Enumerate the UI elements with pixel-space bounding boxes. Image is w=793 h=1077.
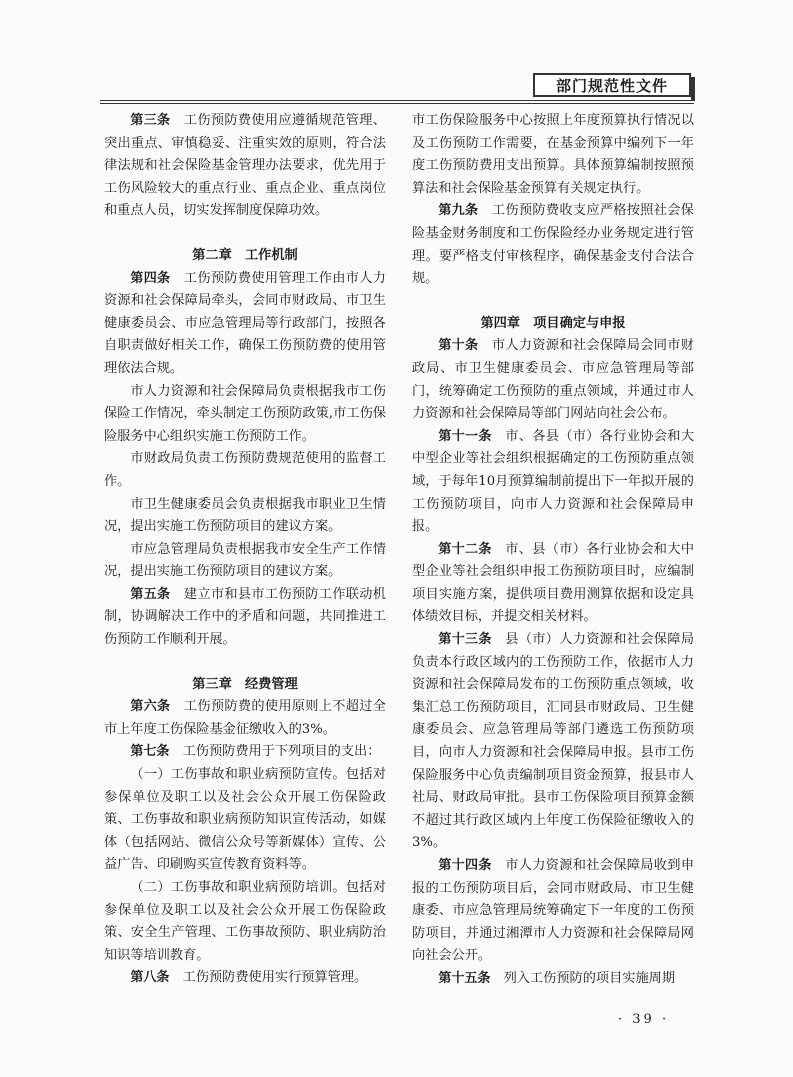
article-lead: 第九条 <box>438 203 479 219</box>
article-lead: 第十五条 <box>438 970 491 986</box>
article-text: 市人力资源和社会保障局会同市财政局、市卫生健康委员会、市应急管理局等部门，统筹确定工伤预防的重点领域，并通过市人力资源和社会保障局等部门网站向社会公布。 <box>412 338 694 422</box>
paragraph <box>412 855 694 968</box>
paragraph: （二）工伤事故和职业病预防培训。包括对参保单位及职工以及社会公众开展工伤保险政策、安全生产管理、工伤事故预防、职业病防治知识等培训教育。 <box>104 880 386 963</box>
article-text: 市、县（市）各行业协会和大中型企业等社会组织申报工伤预防项目时，应编制项目实施方案，提供项目费用测算依据和设定具体绩效目标，并提交相关材料。 <box>412 541 695 625</box>
paragraph <box>412 539 694 629</box>
article-text: 市人力资源和社会保障局收到申报的工伤预防项目后，会同市财政局、市卫生健康委、市应急管理局统筹确定下一年度的工伤预防项目，并通过湘潭市人力资源和社会保障局网向社会公开。 <box>412 858 695 964</box>
paragraph <box>104 741 386 764</box>
article-lead: 第十二条 <box>438 541 492 557</box>
paragraph: 市财政局负责工伤预防费规范使用的监督工作。 <box>104 451 386 489</box>
article-lead: 第十一条 <box>438 428 492 444</box>
paragraph: 市应急管理局负责根据我市安全生产工作情况，提出实施工伤预防项目的建议方案。 <box>104 541 386 580</box>
article-lead: 第五条 <box>130 586 171 602</box>
paragraph <box>104 268 386 381</box>
paragraph: （一）工伤事故和职业病预防宣传。包括对参保单位及职工以及社会公众开展工伤保险政策、工伤事故和职业病预防知识宣传活动，如媒体（包括网站、微信公众号等新媒体）宣传、公益广告、印刷购买宣传教育资料等。 <box>104 767 386 873</box>
article-text: 建立市和县市工伤预防工作联动机制，协调解决工作中的矛盾和问题，共同推进工伤预防工作顺利开展。 <box>104 586 386 648</box>
chapter-heading: 第二章 工作机制 <box>192 247 298 263</box>
paragraph: 市工伤保险服务中心按照上年度预算执行情况以及工伤预防工作需要，在基金预算中编列下一年度工伤预防费用支出预算。具体预算编制按照预算法和社会保险基金预算有关规定执行。 <box>412 113 694 196</box>
article-lead: 第三条 <box>130 113 171 128</box>
paragraph: 市人力资源和社会保障局负责根据我市工伤保险工作情况，牵头制定工伤预防政策,市工伤保险服务中心组织实施工伤预防工作。 <box>104 383 386 444</box>
chapter-heading: 第三章 经费管理 <box>192 676 298 692</box>
paragraph <box>412 200 694 290</box>
article-text: 工伤预防费用于下列项目的支出： <box>182 744 381 760</box>
paragraph <box>412 426 694 539</box>
article-text: 工伤预防费使用实行预算管理。 <box>182 970 368 986</box>
article-lead: 第六条 <box>130 699 171 715</box>
chapter-heading: 第四章 项目确定与申报 <box>480 315 626 331</box>
page-number: · 39 · <box>618 1012 670 1027</box>
header-rule-thin <box>100 103 694 104</box>
paragraph <box>412 335 694 425</box>
article-text: 工伤预防费使用应遵循规范管理、突出重点、审慎稳妥、注重实效的原则，符合法律法规和社会保险基金管理办法要求，优先用于工伤风险较大的重点行业、重点企业、重点岗位和重点人员，切实发挥制度保障功效。 <box>104 113 386 219</box>
paragraph <box>412 629 694 855</box>
article-text: 工伤预防费的使用原则上不超过全市上年度工伤保险基金征缴收入的3%。 <box>104 699 386 737</box>
paragraph <box>412 968 694 991</box>
article-lead: 第七条 <box>130 744 170 760</box>
section-label: 部门规范性文件 <box>533 73 691 97</box>
article-lead: 第十三条 <box>438 632 492 648</box>
article-text: 县（市）人力资源和社会保障局负责本行政区域内的工伤预防工作，依据市人力资源和社会保障局发布的工伤预防重点领域，收集汇总工伤预防项目，汇同县市财政局、卫生健康委员会、应急管理局等部门遴选工伤预防项目，向市人力资源和社会保障局申报。县市工伤保险服务中心负责编制项目资金预算，报县市人社局、财政局审批。县市工伤保险项目预算金额不超过其行政区域内上年度工伤保险征缴收入的3%。 <box>412 632 695 851</box>
article-text: 工伤预防费收支应严格按照社会保险基金财务制度和工伤保险经办业务规定进行管理。要严格支付审核程序，确保基金支付合法合规。 <box>412 203 694 287</box>
right-column <box>412 110 694 991</box>
paragraph <box>104 110 386 223</box>
paragraph <box>104 696 386 741</box>
article-text: 工伤预防费使用管理工作由市人力资源和社会保障局牵头，会同市财政局、市卫生健康委员会、市应急管理局等行政部门，按照各自职责做好相关工作，确保工伤预防费的使用管理依法合规。 <box>104 270 386 376</box>
article-lead: 第十四条 <box>438 858 492 873</box>
left-column <box>104 110 386 990</box>
article-text: 列入工伤预防的项目实施周期 <box>503 970 676 986</box>
article-text: 市、各县（市）各行业协会和大中型企业等社会组织根据确定的工伤预防重点领域，于每年10月预算编制前提出下一年拟开展的工伤预防项目，向市人力资源和社会保障局申报。 <box>412 428 695 535</box>
paragraph <box>104 967 386 990</box>
article-lead: 第十条 <box>438 338 479 354</box>
paragraph: 市卫生健康委员会负责根据我市职业卫生情况，提出实施工伤预防项目的建议方案。 <box>104 496 386 535</box>
article-lead: 第八条 <box>130 970 170 986</box>
paragraph <box>104 584 386 652</box>
article-lead: 第四条 <box>130 270 171 286</box>
header-rule <box>100 100 694 101</box>
